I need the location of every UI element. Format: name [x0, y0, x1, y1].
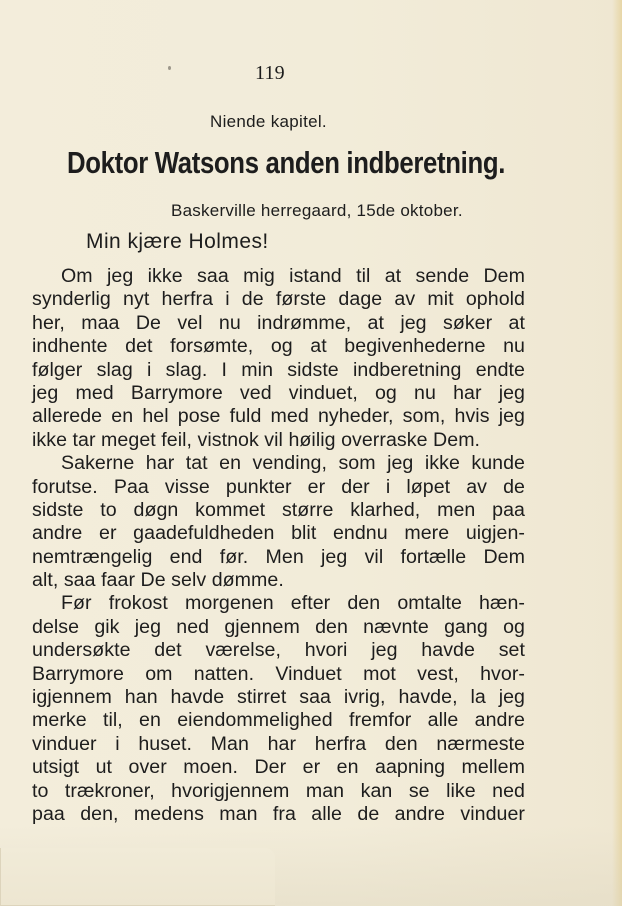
body-line: alt, saa faar De selv dømme. [32, 569, 284, 592]
letter-body [32, 265, 525, 826]
chapter-heading: Niende kapitel. [210, 112, 327, 131]
body-line: her, maa De vel nu indrømme, at jeg søker at [32, 311, 525, 334]
body-line: undersøkte det værelse, hvori jeg havde set [32, 639, 525, 662]
body-line: igjennem han havde stirret saa ivrig, havde, la jeg [32, 686, 525, 709]
body-line: utsigt ut over moen. Der er en aapning mellem [32, 756, 525, 779]
page-title: Doktor Watsons anden indberetning. [67, 145, 506, 180]
body-line: Før frokost morgenen efter den omtalte hæn- [61, 592, 525, 615]
letter-salutation: Min kjære Holmes! [86, 230, 269, 253]
page-edge-shadow [612, 0, 622, 906]
body-line: to trækroner, hvorigjennem man kan se like ned [32, 779, 525, 802]
body-line: paa den, medens man fra alle de andre vinduer [32, 802, 525, 825]
body-line: merke til, en eiendommelighed fremfor alle andre [32, 709, 525, 732]
body-line: Sakerne har tat en vending, som jeg ikke kunde [61, 452, 525, 475]
body-line: synderlig nyt herfra i de første dage av mit ophold [32, 288, 525, 311]
page-speck [168, 66, 171, 70]
letter-place-date: Baskerville herregaard, 15de oktober. [171, 201, 463, 220]
body-line: forutse. Paa visse punkter er der i løpet av de [32, 475, 525, 498]
body-line: Om jeg ikke saa mig istand til at sende Dem [61, 265, 525, 287]
body-line: vinduer i huset. Man har herfra den nærmeste [32, 732, 525, 755]
body-line: følger slag i slag. I min sidste indberetning endte [32, 358, 525, 381]
body-line: sidste to døgn kommet større klarhed, men paa [32, 498, 525, 521]
page-number: 119 [255, 62, 285, 84]
body-line: Barrymore om natten. Vinduet mot vest, hvor- [32, 662, 525, 685]
body-line: delse gik jeg ned gjennem den nævnte gang og [32, 615, 525, 638]
body-line: andre er gaadefuldheden blit endnu mere uigjen- [32, 522, 525, 545]
body-line: jeg med Barrymore ved vinduet, og nu har jeg [32, 381, 525, 404]
body-line: allerede en hel pose fuld med nyheder, som, hvis jeg [32, 405, 525, 428]
body-line: indhente det forsømte, og at begivenhederne nu [32, 335, 525, 358]
body-line: ikke tar meget feil, vistnok vil høilig overraske Dem. [32, 428, 481, 451]
body-line: nemtrængelig end før. Men jeg vil fortælle Dem [32, 545, 525, 568]
paper-tab [0, 848, 275, 906]
